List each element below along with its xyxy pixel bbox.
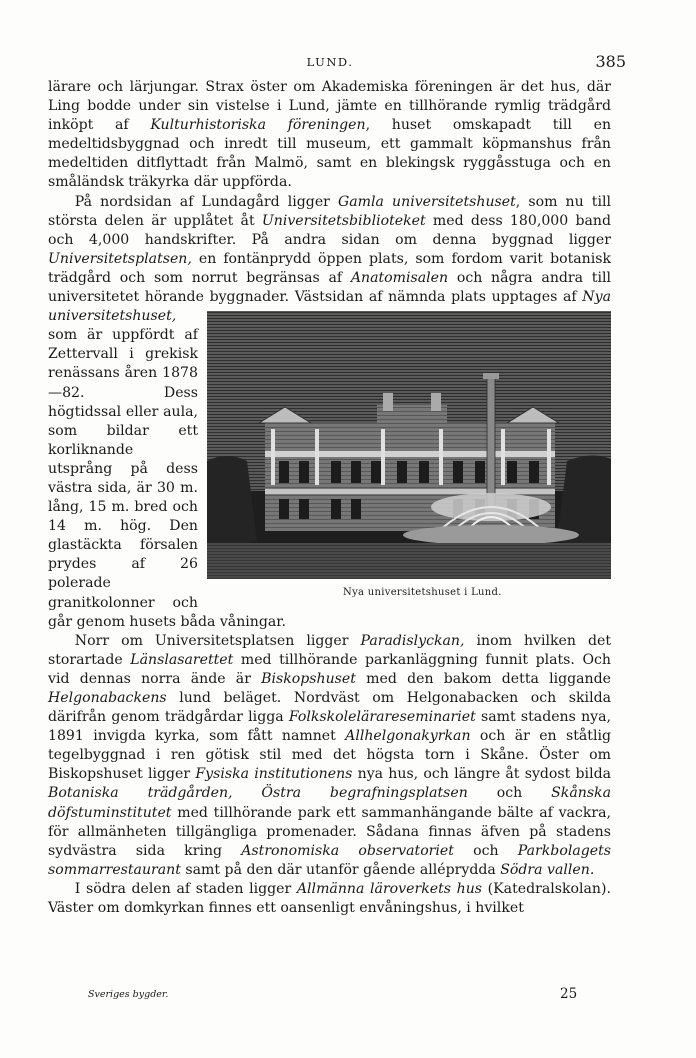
emphasis: Fysiska institutionens bbox=[195, 766, 353, 783]
text-run: , som nu till största delen är upplåtet åt bbox=[48, 193, 611, 229]
running-head bbox=[48, 52, 626, 72]
text-run: samt stadens nya, 1891 invigda kyrka, som fått namnet bbox=[48, 709, 612, 745]
body-text bbox=[48, 78, 611, 918]
text-run: Norr om Universitetsplatsen ligger bbox=[74, 632, 361, 649]
emphasis: Anatomisalen bbox=[350, 269, 449, 286]
emphasis: Botaniska trädgården, Östra begrafningsplatsen bbox=[48, 785, 468, 802]
emphasis: Universitetsbiblioteket bbox=[261, 212, 426, 229]
text-run: inom hvilken det storartade bbox=[48, 632, 611, 668]
emphasis: Astronomiska observatoriet bbox=[241, 842, 454, 859]
text-run: med tillhörande parkanläggning funnit plats. Och vid dennas norra ände är bbox=[48, 651, 611, 687]
paragraph-2 bbox=[48, 193, 611, 632]
building-engraving bbox=[207, 311, 611, 579]
text-run: lund beläget. Nordväst om Helgonabacken och skilda därifrån genom trädgårdar ligga bbox=[48, 690, 611, 726]
emphasis: Nya universitetshuset, bbox=[48, 289, 611, 325]
figure bbox=[207, 311, 611, 599]
emphasis: Folkskolelärareseminariet bbox=[288, 709, 476, 726]
paragraph-3 bbox=[48, 632, 611, 880]
emphasis: Universitetsplatsen, bbox=[48, 250, 192, 267]
page-number: 385 bbox=[595, 52, 626, 71]
printer-signature: Sveriges bygder. bbox=[88, 989, 169, 1000]
text-run: med den bakom detta liggande bbox=[355, 670, 611, 687]
text-run: I södra delen af staden ligger bbox=[74, 880, 297, 897]
running-head-title: LUND. bbox=[306, 55, 354, 69]
emphasis: Länslasarettet bbox=[130, 651, 234, 668]
text-run: och bbox=[467, 785, 552, 802]
text-run: , huset omskapadt till en medeltidsbyggnad och inredt till museum, ett gammalt köpmanshus från medeltiden ditflyttadt från Malmö, samt en blekingsk ryggåsstuga och en småländsk träkyrka där uppförda. bbox=[48, 117, 612, 191]
text-run: (Katedralskolan). Väster om domkyrkan finnes ett oansenligt envåningshus, i hvilket bbox=[48, 880, 611, 917]
emphasis: Paradislyckan, bbox=[360, 632, 465, 649]
emphasis: Biskopshuset bbox=[261, 670, 356, 687]
emphasis: Södra vallen. bbox=[500, 861, 595, 878]
emphasis: Skånska döfstuminstitutet bbox=[48, 785, 611, 821]
emphasis: Kulturhistoriska föreningen bbox=[150, 117, 366, 134]
text-run: och några andra till universitetet hörande byggnader. Västsidan af nämnda plats upptages af bbox=[48, 269, 611, 306]
text-run: nya hus, och längre åt sydost bilda bbox=[352, 766, 611, 783]
paragraph-1 bbox=[48, 78, 611, 193]
text-run: lärare och lärjungar. Strax öster om Akademiska föreningen är det hus, där Ling bodde under sin vistelse i Lund, jämte en tillhörande rymlig trädgård inköpt af bbox=[48, 79, 611, 134]
text-run: med tillhörande park ett sammanhängande bälte af vackra, för allmänheten tillgängliga promenader. Sådana finnas äfven på stadens sydvästra sida kring bbox=[48, 804, 611, 859]
emphasis: Allhelgonakyrkan bbox=[345, 728, 471, 745]
emphasis: Gamla universitetshuset bbox=[338, 193, 516, 210]
sheet-number: 25 bbox=[560, 986, 578, 1002]
text-run: och bbox=[453, 842, 518, 859]
text-run: som är uppfördt af Zettervall i grekisk renässans åren 1878—82. Dess högtidssal eller aula, som bildar ett korliknande utsprång på dess västra sida, är 30 m. lång, 15 m. bred och 14 m. hög. Den glastäckta försalen prydes af 26 polerade granitkolonner och går genom husets båda våningar. bbox=[48, 327, 286, 630]
text-run: med dess 180,000 band och 4,000 handskrifter. På andra sidan om denna byggnad ligger bbox=[48, 212, 611, 248]
text-run: en fontänprydd öppen plats, som fordom varit botanisk trädgård och som norrut begränsas af bbox=[48, 250, 611, 286]
text-run: På nordsidan af Lundagård ligger bbox=[74, 193, 338, 210]
figure-caption: Nya universitetshuset i Lund. bbox=[343, 587, 502, 599]
paragraph-4 bbox=[48, 880, 611, 918]
text-run: samt på den där utanför gående alléprydda bbox=[180, 861, 501, 878]
emphasis: Parkbolagets sommarrestaurant bbox=[48, 842, 611, 878]
text-run: och är en ståtlig tegelbyggnad i ren götisk stil med det högsta torn i Skåne. Öster om Biskopshuset ligger bbox=[48, 728, 611, 783]
emphasis: Helgonabackens bbox=[48, 690, 167, 706]
emphasis: Allmänna läroverkets hus bbox=[296, 880, 483, 897]
